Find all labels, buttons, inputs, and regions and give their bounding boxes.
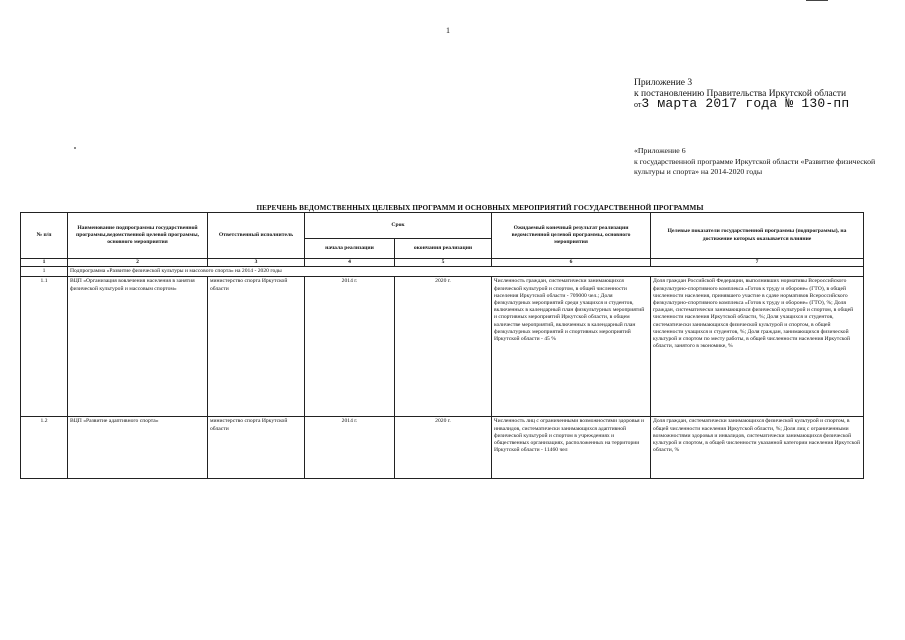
annex3-from-prefix: от: [634, 100, 642, 109]
column-number: 2: [68, 259, 208, 267]
annex3-decree-stamp: 3 марта 2017 года № 130-пп: [641, 96, 850, 111]
scan-speck: [74, 147, 76, 149]
subprogram-row: [21, 267, 864, 277]
header-indicators: Целевые показатели государственной программы (подпрограммы), на достижение которых оказывается влияние: [651, 213, 864, 259]
annex3-resolution-line: к постановлению Правительства Иркутской области: [634, 88, 847, 99]
table-row: [21, 417, 864, 479]
row-start: 2014 г.: [305, 277, 395, 417]
document-title: ПЕРЕЧЕНЬ ВЕДОМСТВЕННЫХ ЦЕЛЕВЫХ ПРОГРАММ И ОСНОВНЫХ МЕРОПРИЯТИЙ ГОСУДАРСТВЕННОЙ ПРОГРАММЫ: [256, 204, 704, 212]
row-result: Численность лиц с ограниченными возможностями здоровья и инвалидов, систематически занимающихся адаптивной физической культурой и спортом в учреждениях и общественных организациях, расположенных на территории Иркутской области - 11460 чел: [492, 417, 651, 479]
annex3-decree-line: [634, 96, 850, 111]
column-numbers-row: [21, 259, 864, 267]
header-result: Ожидаемый конечный результат реализации ведомственной целевой программы, основного мероприятия: [492, 213, 651, 259]
annex6-title: «Приложение 6: [634, 146, 686, 155]
header-num: № п/п: [21, 213, 68, 259]
annex3-block: [634, 78, 849, 111]
table-row: [21, 277, 864, 417]
column-number: 4: [305, 259, 395, 267]
annex3-title: Приложение 3: [634, 78, 693, 88]
row-indicators: Доля граждан Российской Федерации, выполнивших нормативы Всероссийского физкультурно-спортивного комплекса «Готов к труду и обороне» (ГТО), в общей численности населения, принявшего участие в сдаче нормативов Всероссийского физкультурно-спортивного комплекса «Готов к труду и обороне» (ГТО), %; Доля граждан, систематически занимающихся физической культурой и спортом, в общей численности населения Иркутской области, %; Доля учащихся и студентов, систематически занимающихся физической культурой и спортом, в общей численности учащихся и студентов, %; Доля граждан, занимающихся физической культурой и спортом по месту работы, в общей численности населения Иркутской области, занятого в экономике, %: [651, 277, 864, 417]
header-row-1: [21, 213, 864, 239]
column-number: 6: [492, 259, 651, 267]
row-executor: министерство спорта Иркутской области: [208, 417, 305, 479]
column-number: 1: [21, 259, 68, 267]
row-result: Численность граждан, систематически занимающихся физической культурой и спортом, в общей численности населения Иркутской области - 709000 чел.; Доля физкультурных мероприятий среди учащихся и студентов, включенных в календарный план физкультурных мероприятий и спортивных мероприятий Иркутской области, в общем количестве мероприятий, включенных в календарный план физкультурных мероприятий и спортивных мероприятий Иркутской области - 45 %: [492, 277, 651, 417]
header-term-end: окончания реализации: [395, 239, 492, 259]
annex6-block: [634, 146, 879, 178]
row-indicators: Доля граждан, систематически занимающихся физической культурой и спортом, в общей численности населения Иркутской области, %; Доля лиц с ограниченными возможностями здоровья и инвалидов, систематически занимающихся физической культурой и спортом, в общей численности указанной категории населения Иркутской области, %: [651, 417, 864, 479]
row-name: ВЦП «Организация вовлечения населения в занятия физической культурой и массовым спортом»: [68, 277, 208, 417]
header-term-start: начала реализации: [305, 239, 395, 259]
top-edge-mark: [806, 0, 828, 1]
row-num: 1.2: [21, 417, 68, 479]
column-number: 7: [651, 259, 864, 267]
programs-table: [20, 212, 864, 479]
column-number: 3: [208, 259, 305, 267]
column-number: 5: [395, 259, 492, 267]
header-executor: Ответственный исполнитель: [208, 213, 305, 259]
row-name: ВЦП «Развитие адаптивного спорта»: [68, 417, 208, 479]
page-number: 1: [446, 26, 450, 35]
header-name: Наименование подпрограммы государственной программы,ведомственной целевой программы, основного мероприятия: [68, 213, 208, 259]
row-num: 1.1: [21, 277, 68, 417]
row-executor: министерство спорта Иркутской области: [208, 277, 305, 417]
header-term: Срок: [305, 213, 492, 239]
row-end: 2020 г.: [395, 417, 492, 479]
subprogram-title: Подпрограмма «Развитие физической культуры и массового спорта» на 2014 - 2020 годы: [68, 267, 864, 277]
row-start: 2014 г.: [305, 417, 395, 479]
row-end: 2020 г.: [395, 277, 492, 417]
annex6-text: к государственной программе Иркутской области «Развитие физической культуры и спорта» на 2014-2020 годы: [634, 156, 876, 176]
subprogram-num: 1: [21, 267, 68, 277]
